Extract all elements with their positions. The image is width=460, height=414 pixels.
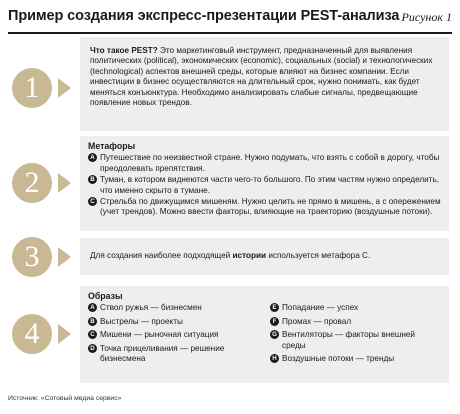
- image-text: Вентиляторы — факторы внешней среды: [282, 330, 415, 350]
- step-3-badge: 3: [12, 237, 52, 277]
- metaphor-text: Туман, в котором виднеются части чего-то большого. По этим частям нужно определить, что именно скрыто в тумане.: [100, 175, 440, 195]
- images-left-column: [88, 303, 248, 367]
- step-4-badge: 4: [12, 314, 52, 354]
- letter-g-badge: G: [270, 330, 279, 339]
- story-text: [90, 251, 441, 261]
- metaphor-item: [88, 153, 441, 174]
- image-item: [88, 344, 248, 365]
- figure-label: Рисунок 1: [401, 10, 452, 24]
- story-text-end: используется метафора С.: [266, 251, 371, 260]
- letter-b-badge: B: [88, 175, 97, 184]
- metaphors-heading: Метафоры: [88, 141, 136, 151]
- pest-question: Что такое PEST?: [90, 46, 158, 55]
- source-note: Источник: «Сотовый медиа сервис»: [8, 395, 122, 402]
- image-text: Промах — провал: [282, 316, 352, 326]
- image-item: [270, 303, 440, 313]
- step-3-arrow-icon: [58, 247, 71, 267]
- letter-b-badge: B: [88, 317, 97, 326]
- pest-definition: [90, 46, 441, 108]
- letter-f-badge: F: [270, 317, 279, 326]
- step-4-arrow-icon: [58, 324, 71, 344]
- image-item: [88, 317, 248, 327]
- letter-a-badge: A: [88, 303, 97, 312]
- metaphor-item: [88, 197, 441, 218]
- letter-a-badge: A: [88, 153, 97, 162]
- metaphor-text: Стрельба по движущимся мишеням. Нужно целить не прямо в мишень, а с опережением (учет трендов). Можно ввести факторы, влияющие на траекторию (воздушные потоки).: [100, 197, 441, 217]
- image-item: [88, 330, 248, 340]
- page-title: Пример создания экспресс-презентации PEST-анализа: [8, 8, 400, 24]
- letter-d-badge: D: [88, 344, 97, 353]
- letter-h-badge: H: [270, 354, 279, 363]
- image-item: [88, 303, 248, 313]
- image-text: Выстрелы — проекты: [100, 316, 183, 326]
- images-right-column: [270, 303, 440, 367]
- image-text: Точка прицеливания — решение бизнесмена: [100, 343, 225, 364]
- story-keyword: истории: [232, 251, 267, 260]
- image-text: Воздушные потоки — тренды: [282, 354, 395, 364]
- image-item: [270, 330, 440, 351]
- panel-metaphors: [80, 136, 449, 231]
- figure-header: [8, 6, 452, 34]
- letter-c-badge: C: [88, 330, 97, 339]
- pest-description: Это маркетинговый инструмент, предназначенный для выявления политических (political), экономических (economic), социальных (social) и технологических (technological) аспектов внешней среды, которые влияют на бизнес компании. Если инвестиции в бизнес осуществляются на длительный срок, нужно понимать, как будет меняться конъюнктура. Необходимо анализировать слабые сигналы, предвещающие появление новых трендов.: [90, 46, 433, 108]
- panel-what-is-pest: [80, 37, 449, 131]
- letter-e-badge: E: [270, 303, 279, 312]
- step-2-arrow-icon: [58, 173, 71, 193]
- panel-story: [80, 238, 449, 275]
- image-item: [270, 317, 440, 327]
- image-text: Мишени — рыночная ситуация: [100, 330, 219, 340]
- image-item: [270, 354, 440, 364]
- step-2-badge: 2: [12, 163, 52, 203]
- story-text-start: Для создания наиболее подходящей: [90, 251, 233, 260]
- metaphor-item: [88, 175, 441, 196]
- image-text: Ствол ружья — бизнесмен: [100, 303, 202, 313]
- images-heading: Образы: [88, 291, 123, 301]
- letter-c-badge: C: [88, 197, 97, 206]
- image-text: Попадание — успех: [282, 303, 359, 313]
- step-1-badge: 1: [12, 68, 52, 108]
- panel-images: [80, 286, 449, 383]
- step-1-arrow-icon: [58, 78, 71, 98]
- metaphor-text: Путешествие по неизвестной стране. Нужно подумать, что взять с собой в дорогу, чтобы преодолевать препятствия.: [100, 153, 440, 173]
